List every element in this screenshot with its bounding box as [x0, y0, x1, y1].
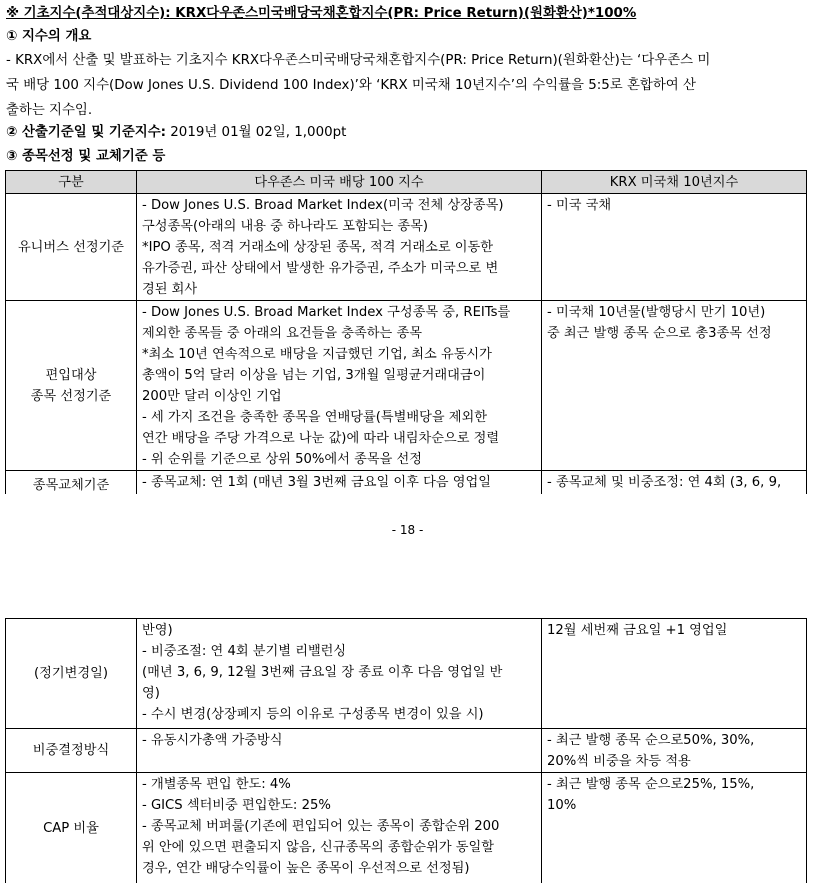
section-2-heading: ② 산출기준일 및 기준지수: — [6, 125, 167, 140]
dowjones-cell-line: - 종목교체 버퍼룰(기존에 편입되어 있는 종목이 종합순위 200 — [142, 819, 500, 834]
dowjones-cell-line: 200만 달러 이상인 기업 — [142, 389, 282, 404]
row-label-line: 종목교체기준 — [32, 478, 110, 493]
krx-cell-line: 12월 세번째 금요일 +1 영업일 — [547, 623, 728, 638]
dowjones-cell-line: - GICS 섹터비중 편입한도: 25% — [142, 798, 331, 813]
dowjones-cell-line: - Dow Jones U.S. Broad Market Index(미국 전체 상장종목) — [142, 198, 504, 213]
dowjones-cell-line: 영) — [142, 686, 160, 701]
row-label-line: 종목 선정기준 — [30, 388, 112, 404]
dowjones-cell — [137, 194, 542, 301]
krx-cell-line: 20%씩 비중을 차등 적용 — [547, 754, 691, 769]
table-row — [6, 773, 807, 883]
krx-cell — [542, 729, 807, 773]
dowjones-cell-line: 제외한 종목들 중 아래의 요건들을 충족하는 종목 — [142, 326, 422, 341]
dowjones-cell-line: *IPO 종목, 적격 거래소에 상장된 종목, 적격 거래소로 이동한 — [142, 240, 493, 255]
dowjones-cell-line: (매년 3, 6, 9, 12월 3번째 금요일 장 종료 이후 다음 영업일 반 — [142, 665, 503, 680]
selection-criteria-table-continued — [5, 618, 807, 883]
table-row — [6, 194, 807, 301]
overview-line-3: 출하는 지수임. — [6, 103, 93, 118]
row-label — [6, 471, 137, 495]
krx-cell-line: - 종목교체 및 비중조정: 연 4회 (3, 6, 9, — [547, 475, 782, 490]
dowjones-cell-line: - 세 가지 조건을 충족한 종목을 연배당률(특별배당을 제외한 — [142, 410, 487, 425]
dowjones-cell-line: 경우, 연간 배당수익률이 높은 종목이 우선적으로 선정됨) — [142, 861, 470, 876]
dowjones-cell — [137, 773, 542, 883]
table-row — [6, 729, 807, 773]
page-number: - 18 - — [391, 523, 424, 537]
table-row — [6, 619, 807, 729]
row-label-line: 편입대상 — [45, 367, 97, 383]
dowjones-cell-line: 유가증권, 파산 상태에서 발생한 유가증권, 주소가 미국으로 변 — [142, 261, 499, 276]
krx-cell-line: - 미국 국채 — [547, 198, 612, 213]
krx-cell — [542, 773, 807, 883]
row-label — [6, 729, 137, 773]
page-gap — [0, 540, 815, 596]
table-row — [6, 471, 807, 495]
overview-line-1: - KRX에서 산출 및 발표하는 기초지수 KRX다우존스미국배당국채혼합지수(PR: Price Return)(원화환산)는 ‘다우존스 미 — [6, 53, 711, 68]
krx-cell-line: - 미국채 10년물(발행당시 만기 10년) — [547, 305, 766, 320]
overview-line-2: 국 배당 100 지수(Dow Jones U.S. Dividend 100 Index)’와 ‘KRX 미국채 10년지수’의 수익률을 5:5로 혼합하여 산 — [6, 78, 696, 93]
krx-cell-line: - 최근 발행 종목 순으로50%, 30%, — [547, 733, 755, 748]
dowjones-cell-line: 구성종목(아래의 내용 중 하나라도 포함되는 종목) — [142, 219, 429, 234]
table-clip-page1 — [0, 170, 815, 494]
table-row — [6, 301, 807, 471]
row-label — [6, 619, 137, 729]
header-krx: KRX 미국채 10년지수 — [542, 171, 807, 194]
dowjones-cell — [137, 619, 542, 729]
dowjones-cell-line: - 수시 변경(상장폐지 등의 이유로 구성종목 변경이 있을 시) — [142, 707, 484, 722]
row-label — [6, 773, 137, 883]
dowjones-cell-line: 반영) — [142, 623, 173, 638]
selection-criteria-table — [5, 170, 807, 494]
dowjones-cell — [137, 301, 542, 471]
header-dowjones: 다우존스 미국 배당 100 지수 — [137, 171, 542, 194]
table-clip-page2 — [0, 618, 815, 883]
dowjones-cell — [137, 729, 542, 773]
row-label-line: (정기변경일) — [34, 666, 108, 681]
dowjones-cell-line: *최소 10년 연속적으로 배당을 지급했던 기업, 최소 유동시가 — [142, 347, 492, 362]
dowjones-cell-line: - 종목교체: 연 1회 (매년 3월 3번째 금요일 이후 다음 영업일 — [142, 475, 491, 490]
dowjones-cell-line: - 위 순위를 기준으로 상위 50%에서 종목을 선정 — [142, 452, 422, 467]
section-2-line — [6, 122, 346, 144]
dowjones-cell-line: - 비중조절: 연 4회 분기별 리밸런싱 — [142, 644, 347, 659]
dowjones-cell-line: 경된 회사 — [142, 282, 198, 297]
krx-cell — [542, 619, 807, 729]
krx-cell-line: 중 최근 발행 종목 순으로 총3종목 선정 — [547, 326, 772, 341]
dowjones-cell-line: 위 안에 있으면 편출되지 않음, 신규종목의 종합순위가 동일할 — [142, 840, 495, 855]
dowjones-cell-line: - Dow Jones U.S. Broad Market Index 구성종목 중, REITs를 — [142, 305, 511, 320]
krx-cell-line: - 최근 발행 종목 순으로25%, 15%, — [547, 777, 755, 792]
dowjones-cell-line: - 개별종목 편입 한도: 4% — [142, 777, 291, 792]
dowjones-cell-line: 연간 배당을 주당 가격으로 나눈 값)에 따라 내림차순으로 정렬 — [142, 431, 500, 446]
section-3-heading: ③ 종목선정 및 교체기준 등 — [6, 149, 166, 164]
krx-cell — [542, 471, 807, 495]
document-page-19 — [0, 596, 815, 883]
header-category: 구분 — [6, 171, 137, 194]
section-2-value: 2019년 01월 02일, 1,000pt — [166, 125, 347, 140]
krx-cell — [542, 301, 807, 471]
dowjones-cell-line: 총액이 5억 달러 이상을 넘는 기업, 3개월 일평균거래대금이 — [142, 368, 486, 383]
dowjones-cell-line: - 유동시가총액 가중방식 — [142, 733, 283, 748]
section-1-heading: ① 지수의 개요 — [6, 29, 92, 44]
krx-cell-line: 10% — [547, 798, 577, 813]
index-title: ※ 기초지수(추적대상지수): KRX다우존스미국배당국채혼합지수(PR: Price Return)(원화환산)*100% — [6, 6, 637, 21]
row-label — [6, 194, 137, 301]
dowjones-cell — [137, 471, 542, 495]
row-label-line: 유니버스 선정기준 — [17, 239, 125, 255]
row-label-line: 비중결정방식 — [32, 743, 110, 758]
krx-cell — [542, 194, 807, 301]
row-label-line: CAP 비율 — [43, 821, 99, 836]
row-label — [6, 301, 137, 471]
